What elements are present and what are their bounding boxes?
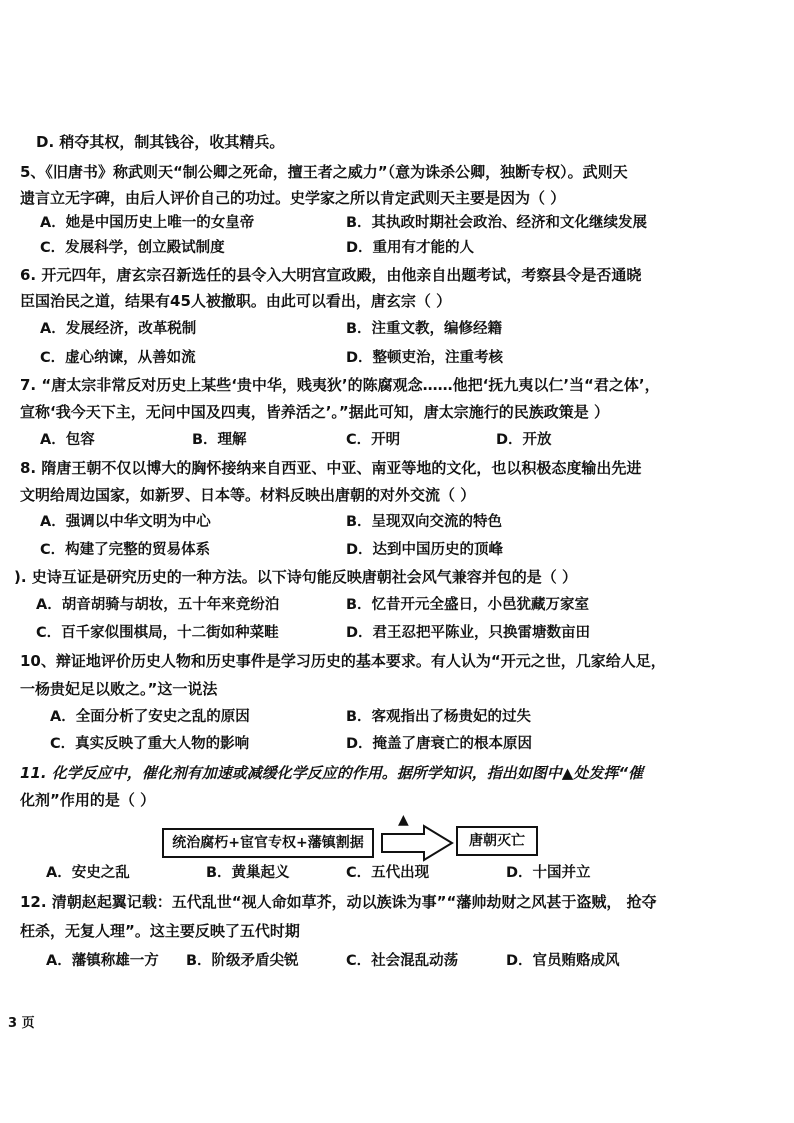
q5-stem-line1: 5、《旧唐书》称武则天“制公卿之死命，擅王者之威力”（意为诛杀公卿，独断专权）。武则天 <box>20 163 628 181</box>
q10-stem-line2: 一杨贵妃足以败之。”这一说法 <box>20 680 218 698</box>
q8-stem-line2: 文明给周边国家，如新罗、日本等。材料反映出唐朝的对外交流（ ） <box>20 486 476 504</box>
diagram-arrow-icon <box>380 824 454 862</box>
q10-stem-line1: 10、辩证地评价历史人物和历史事件是学习历史的基本要求。有人认为“开元之世，几家给人足， <box>20 652 666 670</box>
q10-option-a: A．全面分析了安史之乱的原因 <box>50 709 250 725</box>
q12-stem-line1: 12. 清朝赵起翼记载：五代乱世“视人命如草芥，动以族诛为事”“藩帅劫财之风甚于盗贼， 抢夺 <box>20 893 657 911</box>
q9-options-row1 <box>20 596 774 614</box>
q6-stem-line1: 6. 开元四年，唐玄宗召新选任的县令入大明宫宣政殿，由他亲自出题考试，考察县令是否通晓 <box>20 266 642 284</box>
q12-option-c: C．社会混乱动荡 <box>346 953 459 969</box>
q10-options-row2 <box>20 735 774 753</box>
q9-option-b: B．忆昔开元全盛日，小邑犹藏万家室 <box>346 597 590 613</box>
q12-stem-line2: 枉杀，无复人理”。这主要反映了五代时期 <box>20 922 300 940</box>
q11-options-row <box>20 864 774 882</box>
q7-options-row <box>20 431 774 449</box>
q11-stem-line2: 化剂”作用的是（ ） <box>20 791 156 809</box>
q9-options-row2 <box>20 624 774 642</box>
q6-options-row2 <box>20 349 774 367</box>
q7-option-b: B．理解 <box>192 432 247 448</box>
q12-option-a: A．藩镇称雄一方 <box>46 953 159 969</box>
q5-option-c: C．发展科学，创立殿试制度 <box>40 240 225 256</box>
q5-options-row2 <box>20 239 774 257</box>
q6-stem-line2: 臣国治民之道，结果有45人被撤职。由此可以看出，唐玄宗（ ） <box>20 292 452 310</box>
q8-options-row1 <box>20 513 774 531</box>
diagram-cause-box: 统治腐朽+宦官专权+藩镇割据 <box>162 828 374 858</box>
q5-option-b: B．其执政时期社会政治、经济和文化继续发展 <box>346 215 648 231</box>
q11-option-c: C．五代出现 <box>346 865 430 881</box>
q6-options-row1 <box>20 320 774 338</box>
q5-stem-line2: 遗言立无字碑，由后人评价自己的功过。史学家之所以肯定武则天主要是因为（ ） <box>20 189 566 207</box>
q6-option-a: A．发展经济，改革税制 <box>40 321 197 337</box>
q6-option-d: D．整顿吏治，注重考核 <box>346 350 504 366</box>
q8-option-c: C．构建了完整的贸易体系 <box>40 542 211 558</box>
q7-stem-line2: 宣称‘我今天下主，无问中国及四夷，皆养活之’。”据此可知，唐太宗施行的民族政策是 ） <box>20 403 609 421</box>
q9-option-d: D．君王忍把平陈业，只换雷塘数亩田 <box>346 625 591 641</box>
q11-option-d: D．十国并立 <box>506 865 591 881</box>
q12-option-b: B．阶级矛盾尖锐 <box>186 953 299 969</box>
page-number: 3 页 <box>8 1016 35 1031</box>
q7-option-a: A．包容 <box>40 432 95 448</box>
q8-option-a: A．强调以中华文明为中心 <box>40 514 211 530</box>
q11-stem-line1: 11. 化学反应中，催化剂有加速或减缓化学反应的作用。据所学知识，指出如图中▲处发挥“催 <box>20 764 643 782</box>
q9-option-c: C．百千家似围棋局，十二街如种菜畦 <box>36 625 279 641</box>
q12-option-d: D．官员贿赂成风 <box>506 953 620 969</box>
q4-option-d: D. 稍夺其权，制其钱谷，收其精兵。 <box>36 133 285 151</box>
q6-option-b: B．注重文教，编修经籍 <box>346 321 503 337</box>
q8-options-row2 <box>20 541 774 559</box>
q11-option-a: A．安史之乱 <box>46 865 130 881</box>
q9-option-a: A．胡音胡骑与胡妆，五十年来竞纷泊 <box>36 597 280 613</box>
q8-option-b: B．呈现双向交流的特色 <box>346 514 503 530</box>
q9-stem-line1: ). 史诗互证是研究历史的一种方法。以下诗句能反映唐朝社会风气兼容并包的是（ ） <box>14 568 578 586</box>
q7-option-c: C．开明 <box>346 432 401 448</box>
q8-option-d: D．达到中国历史的顶峰 <box>346 542 504 558</box>
q7-option-d: D．开放 <box>496 432 552 448</box>
diagram-triangle-marker: ▲ <box>398 812 409 828</box>
q10-option-d: D．掩盖了唐衰亡的根本原因 <box>346 736 533 752</box>
q10-option-b: B．客观指出了杨贵妃的过失 <box>346 709 532 725</box>
q8-stem-line1: 8. 隋唐王朝不仅以博大的胸怀接纳来自西亚、中亚、南亚等地的文化，也以积极态度输出先进 <box>20 459 642 477</box>
q5-option-d: D．重用有才能的人 <box>346 240 475 256</box>
q5-option-a: A．她是中国历史上唯一的女皇帝 <box>40 215 255 231</box>
q10-option-c: C．真实反映了重大人物的影响 <box>50 736 250 752</box>
q11-option-b: B．黄巢起义 <box>206 865 290 881</box>
q6-option-c: C．虚心纳谏，从善如流 <box>40 350 196 366</box>
diagram-result-box: 唐朝灭亡 <box>456 826 538 856</box>
q12-options-row <box>20 952 774 970</box>
q10-options-row1 <box>20 708 774 726</box>
q7-stem-line1: 7. “唐太宗非常反对历史上某些‘贵中华，贱夷狄’的陈腐观念……他把‘抚九夷以仁’当“君之体’， <box>20 376 660 394</box>
q5-options-row1 <box>20 214 774 232</box>
